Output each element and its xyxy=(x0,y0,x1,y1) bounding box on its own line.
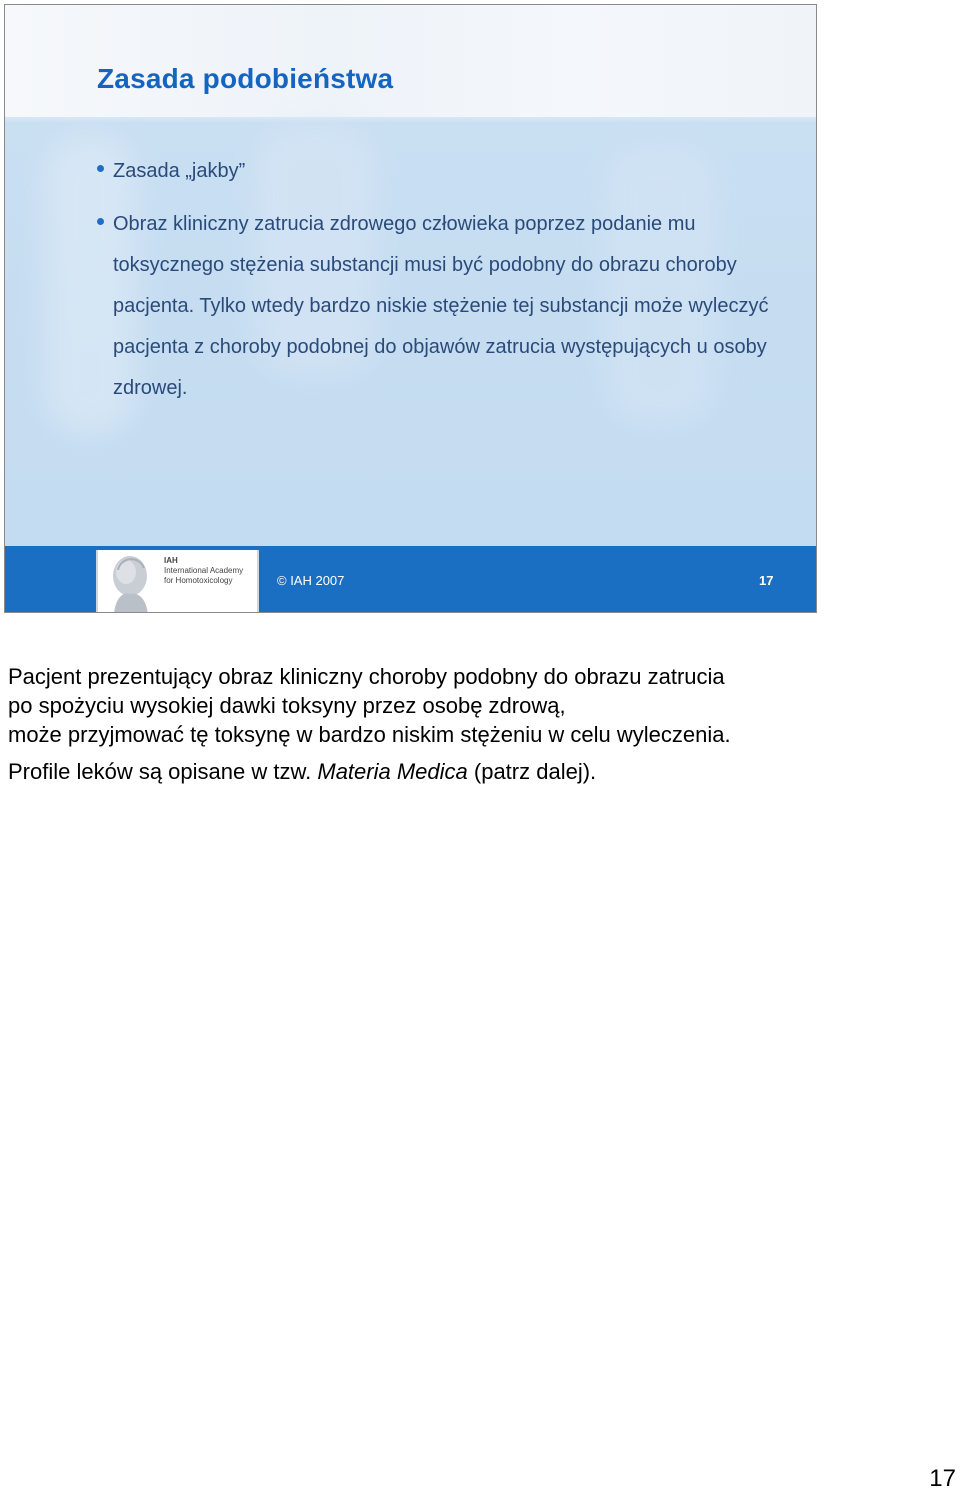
notes-line: Pacjent prezentujący obraz kliniczny choroby podobny do obrazu zatrucia xyxy=(8,664,725,689)
slide xyxy=(4,4,817,613)
notes-text: Profile leków są opisane w tzw. xyxy=(8,759,318,784)
speaker-notes xyxy=(8,662,928,786)
bullet-text: Zasada „jakby” xyxy=(113,160,246,182)
page-number: 17 xyxy=(929,1465,956,1492)
bullet-item xyxy=(97,204,787,409)
slide-header-band xyxy=(5,5,816,117)
notes-italic-term: Materia Medica xyxy=(317,759,468,784)
iah-logo xyxy=(96,550,259,613)
notes-text: (patrz dalej). xyxy=(467,759,597,784)
notes-paragraph xyxy=(8,757,928,786)
slide-title: Zasada podobieństwa xyxy=(97,63,394,94)
logo-abbr: IAH xyxy=(164,556,178,565)
notes-line: może przyjmować tę toksynę w bardzo niskim stężeniu w celu wyleczenia. xyxy=(8,722,731,747)
bullet-dot-icon xyxy=(97,165,104,172)
slide-number: 17 xyxy=(759,573,774,588)
bullet-item xyxy=(97,151,787,192)
bullet-list xyxy=(97,151,787,421)
logo-text xyxy=(164,556,243,586)
notes-line: po spożyciu wysokiej dawki toksyny przez osobę zdrową, xyxy=(8,693,566,718)
copyright-text: © IAH 2007 xyxy=(277,573,345,588)
logo-line-1: International Academy xyxy=(164,566,244,575)
logo-line-2: for Homotoxicology xyxy=(164,576,233,585)
bullet-text: Obraz kliniczny zatrucia zdrowego człowieka poprzez podanie mu toksycznego stężenia substancji musi być podobny do obrazu choroby pacjenta. Tylko wtedy bardzo niskie stężenie tej substancji może wyleczyć pacjenta z choroby podobnej do objawów zatrucia występujących u osoby zdrowej. xyxy=(113,213,769,399)
bullet-dot-icon xyxy=(97,218,104,225)
hahnemann-portrait-icon xyxy=(104,550,156,613)
